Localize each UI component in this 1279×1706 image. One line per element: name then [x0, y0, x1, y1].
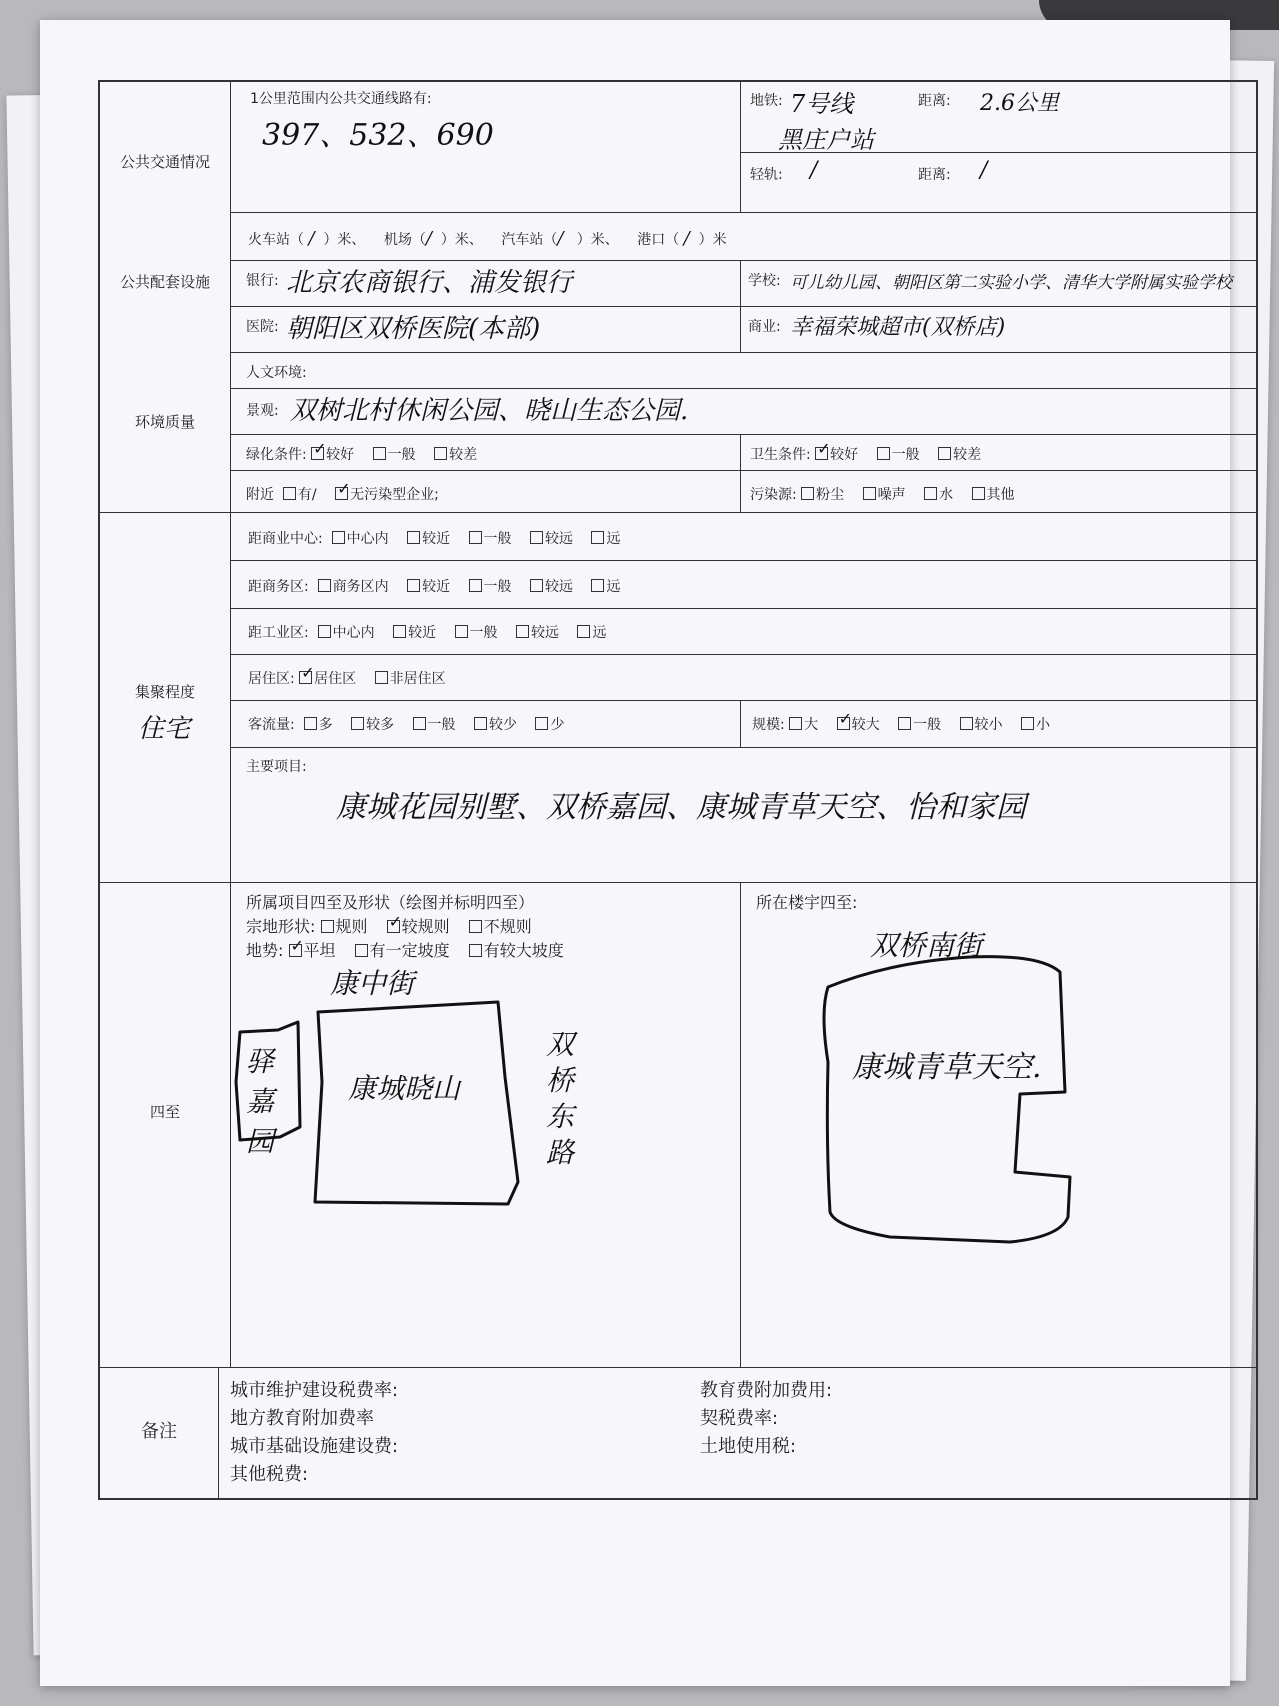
- port-label: 港口（: [637, 232, 680, 248]
- airport-value: /: [425, 228, 432, 249]
- remark-infrastructure-fee: 城市基础设施建设费:: [230, 1436, 399, 1457]
- greening-option-good[interactable]: ✓ 较好: [311, 444, 354, 464]
- sketch-west-label: 驿嘉园: [246, 1045, 275, 1158]
- parcel-shape-option-regular[interactable]: 规则: [321, 914, 368, 937]
- sanitation-option-poor[interactable]: 较差: [938, 444, 981, 464]
- projects-label: 主要项目:: [246, 759, 307, 775]
- scale-option-small[interactable]: 较小: [960, 714, 1003, 734]
- industrial-option[interactable]: 远: [577, 622, 606, 642]
- parcel-shape-option-fairly-regular[interactable]: ✓ 较规则: [387, 914, 450, 937]
- subway-station-value: 黑庄户站: [778, 126, 874, 154]
- stations-row: 火车站（ / ）米、 机场（/ ）米、 汽车站（/ ）米、 港口（ / ）米: [248, 228, 727, 249]
- sketch-center-label: 康城晓山: [348, 1072, 461, 1105]
- school-value: 可儿幼儿园、朝阳区第二实验小学、清华大学附属实验学校: [790, 273, 1232, 293]
- nearby-label: 附近: [246, 487, 274, 503]
- commerce-value: 幸福荣城超市(双桥店): [790, 315, 1006, 340]
- bus-station-value: /: [557, 228, 564, 249]
- bus-station-unit: ）米、: [576, 232, 619, 248]
- building-sketch-center-label: 康城青草天空.: [852, 1050, 1042, 1085]
- residential-label: 居住区:: [248, 671, 295, 687]
- facilities-section-label: 公共配套设施: [119, 273, 210, 291]
- hospital-label: 医院:: [246, 319, 279, 335]
- bus-station-label: 汽车站（: [501, 232, 558, 248]
- business-district-option[interactable]: 一般: [469, 576, 512, 596]
- project-boundary-title: 所属项目四至及形状（绘图并标明四至）: [246, 893, 535, 912]
- remark-education-surcharge: 教育费附加费用:: [700, 1380, 833, 1401]
- sanitation-option-average[interactable]: 一般: [877, 444, 920, 464]
- scale-option-average[interactable]: 一般: [898, 714, 941, 734]
- business-district-label: 距商务区:: [248, 579, 309, 595]
- parcel-shape-label: 宗地形状:: [246, 917, 316, 936]
- greening-option-poor[interactable]: 较差: [434, 444, 477, 464]
- remark-other-fees: 其他税费:: [230, 1464, 309, 1485]
- airport-unit: ）米、: [440, 232, 483, 248]
- train-station-unit: ）米、: [323, 232, 366, 248]
- pollution-option-dust[interactable]: 粉尘: [801, 484, 844, 504]
- landscape-value: 双树北村休闲公园、晓山生态公园.: [290, 396, 689, 426]
- greening-row: [246, 444, 491, 464]
- pollution-option-water[interactable]: 水: [924, 484, 953, 504]
- bus-lines-value: 397、532、690: [262, 118, 494, 153]
- greening-label: 绿化条件:: [246, 447, 307, 463]
- business-district-option[interactable]: 远: [591, 576, 620, 596]
- traffic-option[interactable]: 较多: [351, 714, 394, 734]
- remarks-section-label: 备注: [141, 1421, 177, 1442]
- agglomeration-handwritten-note: 住宅: [138, 714, 191, 744]
- nearby-option-yes[interactable]: 有/: [283, 484, 317, 504]
- school-label: 学校:: [748, 273, 781, 289]
- scale-row: [752, 714, 1064, 734]
- scale-option-large[interactable]: 大: [789, 714, 818, 734]
- traffic-option[interactable]: 多: [304, 714, 333, 734]
- remark-land-use-tax: 土地使用税:: [700, 1436, 797, 1457]
- traffic-option[interactable]: 一般: [413, 714, 456, 734]
- terrain-option-steep[interactable]: 有较大坡度: [469, 938, 564, 961]
- survey-form-sheet: [40, 20, 1230, 1686]
- business-district-row: [248, 576, 634, 596]
- commerce-label: 商业:: [748, 319, 781, 335]
- industrial-option[interactable]: 较近: [393, 622, 436, 642]
- building-sketch-drawing: [740, 882, 1258, 1367]
- business-center-option[interactable]: 较近: [407, 528, 450, 548]
- light-rail-distance-label: 距离:: [918, 167, 951, 183]
- light-rail-label: 轻轨:: [750, 167, 783, 183]
- industrial-row: [248, 622, 620, 642]
- bank-label: 银行:: [246, 273, 279, 289]
- traffic-label: 客流量:: [248, 717, 295, 733]
- scale-option-tiny[interactable]: 小: [1021, 714, 1050, 734]
- train-station-value: /: [308, 228, 315, 249]
- sanitation-row: [750, 444, 995, 464]
- industrial-option[interactable]: 中心内: [318, 622, 375, 642]
- scale-label: 规模:: [752, 717, 785, 733]
- residential-option-no[interactable]: 非居住区: [375, 668, 446, 688]
- project-sketch-drawing: [100, 882, 740, 1367]
- pollution-row: [750, 484, 1029, 504]
- industrial-option[interactable]: 较远: [516, 622, 559, 642]
- port-value: /: [683, 228, 690, 249]
- pollution-option-noise[interactable]: 噪声: [863, 484, 906, 504]
- business-district-option[interactable]: 较近: [407, 576, 450, 596]
- pollution-label: 污染源:: [750, 487, 797, 503]
- subway-value: 7号线: [790, 90, 854, 118]
- building-sketch-north-label: 双桥南街: [870, 929, 983, 962]
- sketch-east-label: 双桥东路: [546, 1028, 575, 1169]
- bus-lines-label: 1公里范围内公共交通线路有:: [250, 91, 432, 107]
- business-center-option[interactable]: 一般: [469, 528, 512, 548]
- business-district-option[interactable]: 商务区内: [318, 576, 389, 596]
- humanity-label: 人文环境:: [246, 365, 307, 381]
- business-district-option[interactable]: 较远: [530, 576, 573, 596]
- light-rail-value: /: [810, 158, 818, 183]
- subway-distance-value: 2.6公里: [980, 91, 1059, 116]
- remark-city-maintenance-tax: 城市维护建设税费率:: [230, 1380, 399, 1401]
- environment-section-label: 环境质量: [134, 413, 195, 431]
- nearby-row: [246, 484, 453, 504]
- traffic-option[interactable]: 少: [535, 714, 564, 734]
- business-center-row: [248, 528, 634, 548]
- residential-row: [248, 668, 460, 688]
- business-center-option[interactable]: 远: [591, 528, 620, 548]
- subway-label: 地铁:: [750, 93, 783, 109]
- industrial-label: 距工业区:: [248, 625, 309, 641]
- greening-option-average[interactable]: 一般: [373, 444, 416, 464]
- boundaries-section-label: 四至: [149, 1103, 180, 1121]
- survey-form-table: [98, 80, 1258, 1500]
- remark-deed-tax-rate: 契税费率:: [700, 1408, 779, 1429]
- subway-distance-label: 距离:: [918, 93, 951, 109]
- agglomeration-section-label: 集聚程度: [134, 683, 195, 701]
- residential-option-yes[interactable]: ✓ 居住区: [299, 668, 356, 688]
- business-center-label: 距商业中心:: [248, 531, 323, 547]
- nearby-option-no-pollution[interactable]: ✓ 无污染型企业;: [335, 484, 439, 504]
- parcel-shape-option-irregular[interactable]: 不规则: [469, 914, 532, 937]
- airport-label: 机场: [383, 232, 412, 248]
- industrial-option[interactable]: 一般: [455, 622, 498, 642]
- transport-section-label: 公共交通情况: [119, 153, 210, 171]
- bank-value: 北京农商银行、浦发银行: [286, 268, 573, 298]
- light-rail-distance-value: /: [980, 158, 988, 183]
- landscape-label: 景观:: [246, 403, 279, 419]
- sanitation-label: 卫生条件:: [750, 447, 811, 463]
- sanitation-option-good[interactable]: ✓ 较好: [815, 444, 858, 464]
- hospital-value: 朝阳区双桥医院(本部): [286, 314, 541, 344]
- traffic-option[interactable]: 较少: [474, 714, 517, 734]
- business-center-option[interactable]: 中心内: [332, 528, 389, 548]
- traffic-row: [248, 714, 578, 734]
- terrain-label: 地势:: [246, 941, 284, 960]
- business-center-option[interactable]: 较远: [530, 528, 573, 548]
- pollution-option-other[interactable]: 其他: [972, 484, 1015, 504]
- sketch-north-label: 康中街: [330, 967, 415, 1000]
- scale-option-fairly-large[interactable]: ✓ 较大: [837, 714, 880, 734]
- port-unit: ）米: [698, 232, 727, 248]
- building-boundary-title: 所在楼宇四至:: [756, 893, 858, 912]
- remark-local-education-surcharge: 地方教育附加费率: [230, 1408, 374, 1429]
- terrain-option-slope[interactable]: 有一定坡度: [355, 938, 450, 961]
- terrain-option-flat[interactable]: ✓ 平坦: [289, 938, 336, 961]
- projects-value: 康城花园别墅、双桥嘉园、康城青草天空、怡和家园: [336, 790, 1026, 825]
- train-station-label: 火车站（: [248, 232, 304, 248]
